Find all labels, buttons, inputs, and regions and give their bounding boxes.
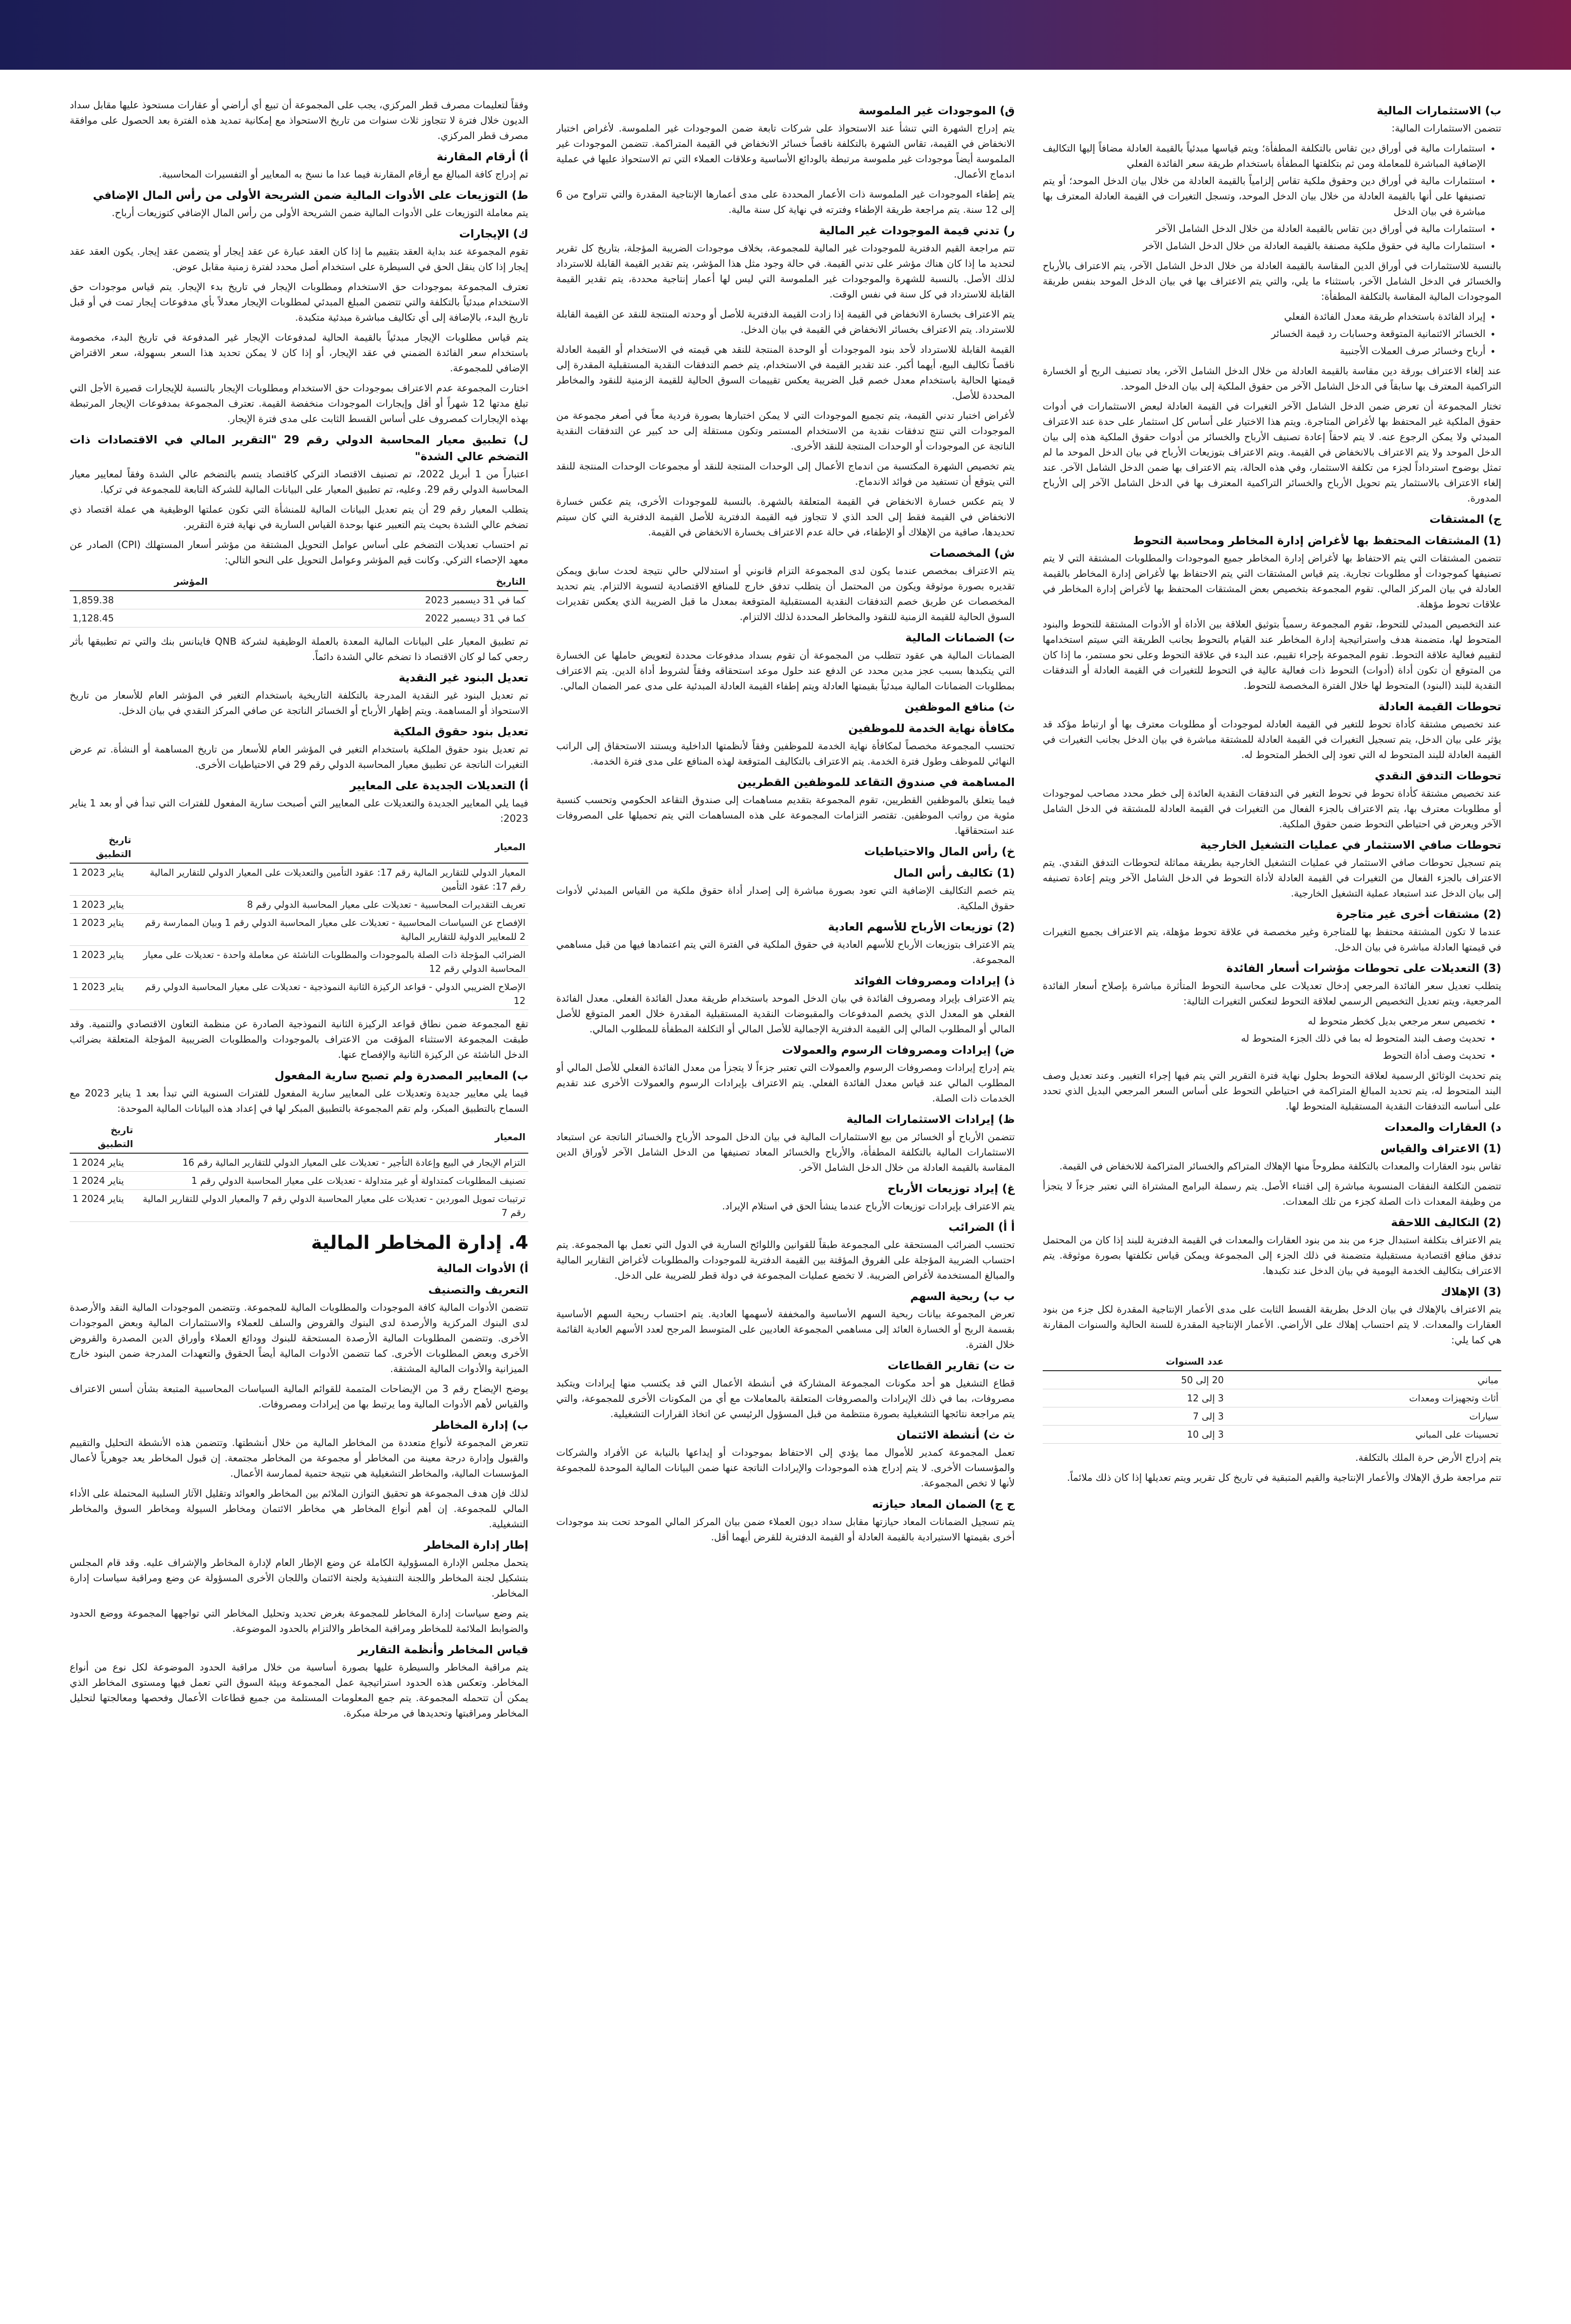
paragraph: القيمة القابلة للاسترداد لأحد بنود الموجودات أو الوحدة المنتجة للنقد هي قيمته في الاستخدام أو القيمة العادلة ناقصاً تكاليف البيع، أيهما أكبر. عند تقدير القيمة في الاستخدام، يتم خصم التدفقات النقدية المستقبلية المقدرة إلى قيمتها الحالية باستخدام معدل خصم قبل الضريبة يعكس تقييمات السوق الحالية للقيمة الزمنية للنقود والمخاطر المحددة للأصل.	[556, 344, 1015, 401]
table-cell: 1 يناير 2023	[70, 863, 134, 896]
section-heading: ب) إدارة المخاطر	[433, 1419, 528, 1432]
list-item: • استثمارات مالية في حقوق ملكية مصنفة بالقيمة العادلة من خلال الدخل الشامل الآخر	[1043, 238, 1486, 254]
table-cell: أثاث وتجهيزات ومعدات	[1227, 1389, 1501, 1407]
table-header: تاريخ التطبيق	[70, 1121, 136, 1153]
paragraph: تقوم المجموعة عند بداية العقد بتقييم ما إذا كان العقد عبارة عن عقد إيجار أو يتضمن عقد إيجار. يكون العقد عقد إيجار إذا كان ينقل الحق في السيطرة على استخدام أصل محدد لفترة زمنية مقابل عوض.	[70, 246, 528, 272]
paragraph: يتم تحديث الوثائق الرسمية لعلاقة التحوط بحلول نهاية فترة التقرير التي يتم فيها إجراء التغيير. وعند تعديل وصف البند المتحوط له، يتم تحديد المبالغ المتراكمة في احتياطي التحوط على أساس السعر المرجعي البديل الذي تحدد على أساسه التدفقات النقدية المستقبلية المتحوط لها.	[1043, 1070, 1501, 1112]
section-heading: ب) الاستثمارات المالية	[1376, 104, 1501, 117]
list-item: • تحديث وصف أداة التحوط	[1043, 1048, 1486, 1063]
table-row	[70, 978, 528, 1010]
table-row	[70, 946, 528, 978]
table-cell: 1 يناير 2023	[70, 978, 134, 1010]
sub-heading: (1) المشتقات المحتفظ بها لأغراض إدارة المخاطر ومحاسبة التحوط	[1133, 534, 1501, 547]
paragraph: يتم إدراج إيرادات ومصروفات الرسوم والعمولات التي تعتبر جزءاً لا يتجزأ من معدل الفائدة الفعلي للأصل المالي أو المطلوب المالي عند قياس معدل الفائدة الفعلي. يتم الاعتراف بإيرادات الرسوم والعمولات الأخرى عند تقديم الخدمات ذات الصلة.	[556, 1062, 1015, 1104]
table-row	[70, 1172, 528, 1190]
paragraph: بالنسبة للاستثمارات في أوراق الدين المقاسة بالقيمة العادلة من خلال الدخل الشامل الآخر، يتم الاعتراف بالأرباح والخسائر في الدخل الشامل الآخر، باستثناء ما يلي، والتي يتم الاعتراف بها في بيان الدخل الموحد بنفس طريقة الموجودات المالية المقاسة بالتكلفة المطفأة:	[1043, 260, 1501, 302]
table-cell: المعيار الدولي للتقارير المالية رقم 17: عقود التأمين والتعديلات على المعيار الدولي للتقارير المالية رقم 17: عقود التأمين	[134, 863, 528, 896]
section-heading: ت ت) تقارير القطاعات	[887, 1359, 1015, 1372]
column-right	[1043, 98, 1501, 2324]
paragraph: عند تخصيص مشتقة كأداة تحوط في تحوط التغير في التدفقات النقدية العائدة إلى خطر محدد مصاحب لموجودات أو مطلوبات معترف بها، يتم الاعتراف بالجزء الفعال من التغيرات في القيمة العادلة للمشتقة في الدخل الشامل الآخر ويعرض في احتياطي التحوط ضمن حقوق الملكية.	[1043, 788, 1501, 830]
section-heading: ك) الإيجارات	[459, 227, 528, 240]
table-cell: 3 إلى 10	[1043, 1426, 1227, 1444]
section-heading: ج) المشتقات	[1429, 513, 1501, 526]
table-cell: 3 إلى 12	[1043, 1389, 1227, 1407]
section-heading: ج ج) الضمان المعاد حيازته	[872, 1498, 1015, 1511]
paragraph: يتم معاملة التوزيعات على الأدوات المالية ضمن الشريحة الأولى من رأس المال الإضافي كتوزيعات أرباح.	[112, 207, 528, 218]
paragraph: تختار المجموعة أن تعرض ضمن الدخل الشامل الآخر التغيرات في القيمة العادلة لبعض الاستثمارات في أدوات حقوق الملكية غير المحتفظ بها لأغراض المتاجرة. ويتم هذا الاختيار على أساس كل استثمار على حدة عند الاعتراف المبدئي ولا يمكن الرجوع عنه. لا يتم لاحقاً إعادة تصنيف الأرباح والخسائر من أدوات حقوق الملكية هذه إلى بيان الدخل الموحد ولا يتم الاعتراف بالانخفاض في القيمة. ويتم الاعتراف بتوزيعات الأرباح في بيان الدخل الموحد ما لم تمثل بوضوح استرداداً لجزء من تكلفة الاستثمار، وفي هذه الحالة، يتم الاعتراف بها ضمن الدخل الشامل الآخر. عند إلغاء الاعتراف بالاستثمار يتم تحويل الأرباح والخسائر التراكمية المعترف بها في الدخل الشامل الآخر إلى الأرباح المدورة.	[1043, 401, 1501, 504]
table-row	[70, 1190, 528, 1222]
paragraph: تحتسب المجموعة مخصصاً لمكافأة نهاية الخدمة للموظفين وفقاً لأنظمتها الداخلية ويستند الاستحقاق إلى الراتب النهائي للموظف وطول فترة الخدمة. يتم الاعتراف بالتكاليف المتوقعة لهذه المنافع على مدى فترة الخدمة.	[556, 740, 1015, 767]
list-item: • تخصيص سعر مرجعي بديل كخطر متحوط له	[1043, 1014, 1486, 1029]
table-header: التاريخ	[210, 573, 528, 591]
paragraph: لا يتم عكس خسارة الانخفاض في القيمة المتعلقة بالشهرة. بالنسبة للموجودات الأخرى، يتم عكس خسارة الانخفاض في القيمة فقط إلى الحد الذي لا تتجاوز فيه القيمة الدفترية للأصل القيمة الدفترية التي كان سيتم تحديدها، صافية من الإهلاك أو الإطفاء، في حالة عدم الاعتراف بخسارة الانخفاض في القيمة.	[556, 496, 1015, 538]
paragraph: يتم الاعتراف بخسارة الانخفاض في القيمة إذا زادت القيمة الدفترية للأصل أو وحدته المنتجة للنقد عن القيمة القابلة للاسترداد. يتم الاعتراف بخسائر الانخفاض في القيمة في بيان الدخل.	[556, 309, 1015, 335]
list-item: • استثمارات مالية في أوراق دين وحقوق ملكية تقاس إلزامياً بالقيمة العادلة من خلال بيان الدخل الموحد؛ أو يتم تصنيفها على أنها بالقيمة العادلة من خلال بيان الدخل الموحد، وتسجل التغيرات في القيمة العادلة المعترف بها مباشرة في بيان الدخل	[1043, 173, 1486, 219]
bullet-list	[1043, 141, 1501, 254]
sub-heading: (2) التكاليف اللاحقة	[1391, 1216, 1501, 1229]
paragraph: يتم إدراج الأرض حرة الملك بالتكلفة.	[1355, 1452, 1501, 1463]
paragraph: تتم مراجعة طرق الإهلاك والأعمار الإنتاجية والقيم المتبقية في تاريخ كل تقرير ويتم تعديلها إذا كان ذلك ملائماً.	[1067, 1472, 1501, 1483]
section-heading: ش) المخصصات	[929, 547, 1015, 560]
section-heading: أ) الأدوات المالية	[436, 1262, 528, 1275]
section-heading: ذ) إيرادات ومصروفات الفوائد	[854, 974, 1015, 987]
table-cell: سيارات	[1227, 1407, 1501, 1426]
table-row	[1043, 1407, 1501, 1426]
paragraph: يتطلب المعيار رقم 29 أن يتم تعديل البيانات المالية للمنشأة التي تكون عملتها الوظيفية هي عملة اقتصاد ذي تضخم عالي الشدة بحيث يتم التعبير عنها بوحدة القياس السارية في نهاية فترة التقرير.	[70, 504, 528, 530]
table-row	[70, 914, 528, 946]
table-cell: 1,128.45	[70, 609, 210, 627]
table-cell: 1 يناير 2024	[70, 1172, 136, 1190]
paragraph: تتضمن الأدوات المالية كافة الموجودات والمطلوبات المالية للمجموعة. وتتضمن الموجودات المالية النقد والأرصدة لدى البنوك المركزية والأرصدة لدى البنوك والقروض والسلف للعملاء والاستثمارات المالية وبعض الموجودات الأخرى. وتتضمن المطلوبات المالية الأرصدة المستحقة للبنوك وودائع العملاء وأوراق الدين المصدرة والقروض الأخرى وبعض المطلوبات الأخرى. كما تتضمن الأدوات المالية أيضاً الحقوق والتعهدات المدرجة ضمن البنود خارج الميزانية والأدوات المالية المشتقة.	[70, 1302, 528, 1374]
paragraph: تم إدراج كافة المبالغ مع أرقام المقارنة فيما عدا ما نسخ به المعايير أو التفسيرات المحاسبية.	[158, 169, 528, 180]
table-cell: تصنيف المطلوبات كمتداولة أو غير متداولة - تعديلات على معيار المحاسبة الدولي رقم 1	[136, 1172, 529, 1190]
list-item: • الخسائر الائتمانية المتوقعة وحسابات رد قيمة الخسائر	[1043, 326, 1486, 342]
table-header: تاريخ التطبيق	[70, 831, 134, 863]
list-item: • إيراد الفائدة باستخدام طريقة معدل الفائدة الفعلي	[1043, 309, 1486, 324]
paragraph: تعترف المجموعة بموجودات حق الاستخدام ومطلوبات الإيجار في تاريخ بدء الإيجار. يتم قياس موجودات حق الاستخدام مبدئياً بالتكلفة والتي تتضمن المبلغ المبدئي لمطلوبات الإيجار معدلاً بأي مدفوعات إيجار تمت في أو قبل تاريخ البدء، بالإضافة إلى أي تكاليف مباشرة مبدئية متكبدة.	[70, 281, 528, 323]
section-heading: ث ث) أنشطة الائتمان	[896, 1428, 1015, 1441]
paragraph: يتم تسجيل الضمانات المعاد حيازتها مقابل سداد ديون العملاء ضمن بيان المركز المالي الموحد تحت بند موجودات أخرى بقيمتها الاستيرادية بالقيمة العادلة أو القيمة الدفترية للقرض أيهما أقل.	[556, 1516, 1015, 1543]
paragraph: تعرض المجموعة بيانات ربحية السهم الأساسية والمخففة لأسهمها العادية. يتم احتساب ربحية السهم الأساسية بقسمة الربح أو الخسارة العائد إلى مساهمي المجموعة العاديين على المتوسط المرجح لعدد الأسهم العادية القائمة خلال الفترة.	[556, 1308, 1015, 1350]
table-cell: 1 يناير 2024	[70, 1190, 136, 1222]
paragraph: عندما لا تكون المشتقة محتفظ بها للمتاجرة وغير مخصصة في علاقة تحوط مؤهلة، يتم الاعتراف بجميع التغيرات في قيمتها العادلة مباشرة في بيان الدخل.	[1043, 926, 1501, 953]
paragraph: وفقاً لتعليمات مصرف قطر المركزي، يجب على المجموعة أن تبيع أي أراضي أو عقارات مستحوذ عليها مقابل سداد الديون خلال فترة لا تتجاوز ثلاث سنوات من تاريخ الاستحواذ مع إمكانية تمديد هذه الفترة بعد الحصول على موافقة مصرف قطر المركزي.	[70, 99, 528, 141]
paragraph: تتضمن التكلفة النفقات المنسوبة مباشرة إلى اقتناء الأصل. يتم رسملة البرامج المشتراة التي تعتبر جزءاً لا يتجزأ من وظيفة المعدات ذات الصلة كجزء من تلك المعدات.	[1043, 1181, 1501, 1207]
table-row	[70, 609, 528, 627]
cpi-table	[70, 573, 528, 627]
paragraph: يتم الاعتراف بتكلفة استبدال جزء من بند من بنود العقارات والمعدات في القيمة الدفترية للبند إذا كان من المحتمل تدفق منافع اقتصادية مستقبلية متضمنة في ذلك الجزء إلى المجموعة ويمكن قياس تكلفتها بصورة موثوقة. يتم الاعتراف بتكاليف الخدمة اليومية في بيان الدخل عند تكبدها.	[1043, 1235, 1501, 1276]
section-heading: ط) التوزيعات على الأدوات المالية ضمن الشريحة الأولى من رأس المال الإضافي	[93, 189, 528, 202]
paragraph: الضمانات المالية هي عقود تتطلب من المجموعة أن تقوم بسداد مدفوعات محددة لتعويض حاملها عن الخسارة التي يتكبدها بسبب عجز مدين محدد عن الدفع عند حلول موعد استحقاقه وفقاً لشروط أداة الدين. يتم الاعتراف بمطلوبات الضمانات المالية مبدئياً بقيمتها العادلة ويتم إطفاء القيمة العادلة المبدئية على مدى عمر الضمان المالي.	[556, 650, 1015, 692]
sub-heading: تحوطات صافي الاستثمار في عمليات التشغيل الخارجية	[1200, 838, 1501, 852]
paragraph: اعتباراً من 1 أبريل 2022، تم تصنيف الاقتصاد التركي كاقتصاد يتسم بالتضخم عالي الشدة وفقاً لمعايير معيار المحاسبة الدولي رقم 29. وعليه، تم تطبيق المعيار على البيانات المالية للشركة التابعة للمجموعة في تركيا.	[70, 469, 528, 495]
table-cell: ترتيبات تمويل الموردين - تعديلات على معيار المحاسبة الدولي رقم 7 والمعيار الدولي للتقارير المالية رقم 7	[136, 1190, 529, 1222]
sub-heading: (2) توزيعات الأرباح للأسهم العادية	[828, 920, 1015, 933]
table-cell: التزام الإيجار في البيع وإعادة التأجير - تعديلات على المعيار الدولي للتقارير المالية رقم 16	[136, 1153, 529, 1172]
paragraph: تم تطبيق المعيار على البيانات المالية المعدة بالعملة الوظيفية لشركة QNB فاينانس بنك والتي تم تطبيقها بأثر رجعي كما لو كان الاقتصاد ذا تضخم عالي الشدة دائماً.	[70, 636, 528, 662]
paragraph: قطاع التشغيل هو أحد مكونات المجموعة المشاركة في أنشطة الأعمال التي قد يكتسب منها إيرادات ويتكبد مصروفات، بما في ذلك الإيرادات والمصروفات المتعلقة بالمعاملات مع أي من المكونات الأخرى للمجموعة، والتي يتم مراجعة نتائجها التشغيلية بصورة منتظمة من قبل المسؤول الرئيسي عن اتخاذ القرارات التشغيلية.	[556, 1378, 1015, 1419]
sub-heading: مكافأة نهاية الخدمة للموظفين	[848, 722, 1015, 735]
sub-heading: تحوطات القيمة العادلة	[1378, 700, 1501, 713]
bullet-list	[1043, 1014, 1501, 1063]
paragraph: تتضمن الاستثمارات المالية:	[1391, 123, 1501, 134]
paragraph: تم تعديل البنود غير النقدية المدرجة بالتكلفة التاريخية باستخدام التغير في المؤشر العام للأسعار من تاريخ الاستحواذ أو المساهمة. ويتم إظهار الأرباح أو الخسائر الناتجة عن صافي المركز النقدي في بيان الدخل.	[70, 690, 528, 716]
paragraph: يوضح الإيضاح رقم 3 من الإيضاحات المتممة للقوائم المالية السياسات المحاسبية المتبعة بشأن أسس الاعتراف والقياس لأهم الأدوات المالية وما يرتبط بها من إيرادات ومصروفات.	[70, 1383, 528, 1410]
paragraph: تم تعديل بنود حقوق الملكية باستخدام التغير في المؤشر العام للأسعار من تاريخ المساهمة أو النشأة. تم عرض التغيرات الناتجة عن تطبيق معيار المحاسبة الدولي رقم 29 في الاحتياطيات الأخرى.	[70, 744, 528, 770]
list-item: • استثمارات مالية في أوراق دين تقاس بالقيمة العادلة من خلال الدخل الشامل الآخر	[1043, 221, 1486, 237]
paragraph: فيما يلي المعايير الجديدة والتعديلات على المعايير التي أصبحت سارية المفعول للفترات التي تبدأ في أو بعد 1 يناير 2023:	[70, 798, 528, 824]
paragraph: يتم إطفاء الموجودات غير الملموسة ذات الأعمار المحددة على مدى أعمارها الإنتاجية المقدرة والتي تتراوح من 6 إلى 12 سنة. يتم مراجعة طريقة الإطفاء وفترته في نهاية كل سنة مالية.	[556, 189, 1015, 215]
sub-heading: (1) الاعتراف والقياس	[1380, 1142, 1501, 1155]
sub-heading: تعديل البنود غير النقدية	[399, 671, 528, 684]
list-item: • تحديث وصف البند المتحوط له بما في ذلك الجزء المتحوط له	[1043, 1031, 1486, 1046]
paragraph: تتعرض المجموعة لأنواع متعددة من المخاطر المالية من خلال أنشطتها. وتتضمن هذه الأنشطة التحليل والتقييم والقبول وإدارة درجة معينة من المخاطر أو مجموعة من المخاطر مجتمعة. إن قبول المخاطر يعد جوهرياً لأعمال المؤسسات المالية، والمخاطر التشغيلية هي نتيجة حتمية لممارسة الأعمال.	[70, 1437, 528, 1479]
section-heading: ث) منافع الموظفين	[904, 700, 1015, 713]
column-middle	[556, 98, 1015, 2324]
paragraph: لأغراض اختبار تدني القيمة، يتم تجميع الموجودات التي لا يمكن اختبارها بصورة فردية معاً في أصغر مجموعة من الموجودات التي تنتج تدفقات نقدية من الاستخدام المستمر وتكون مستقلة إلى حد كبير عن التدفقات النقدية الناتجة عن الموجودات أو الوحدات المنتجة للنقد الأخرى.	[556, 410, 1015, 452]
table-cell: الإفصاح عن السياسات المحاسبية - تعديلات على معيار المحاسبة الدولي رقم 1 وبيان الممارسة رقم 2 للمعايير الدولية للتقارير المالية	[134, 914, 528, 946]
table-cell: 3 إلى 7	[1043, 1407, 1227, 1426]
paragraph: يتم تخصيص الشهرة المكتسبة من اندماج الأعمال إلى الوحدات المنتجة للنقد أو مجموعات الوحدات المنتجة للنقد التي يتوقع أن تستفيد من فوائد الاندماج.	[556, 461, 1015, 487]
paragraph: لذلك فإن هدف المجموعة هو تحقيق التوازن الملائم بين المخاطر والعوائد وتقليل الآثار السلبية المحتملة على الأداء المالي للمجموعة. إن أهم أنواع المخاطر هي مخاطر الائتمان ومخاطر السيولة ومخاطر السوق والمخاطر التشغيلية.	[70, 1488, 528, 1530]
table-row	[70, 863, 528, 896]
paragraph: يتم تسجيل تحوطات صافي الاستثمار في عمليات التشغيل الخارجية بطريقة مماثلة لتحوطات التدفق النقدي. يتم الاعتراف بالجزء الفعال من التغيرات في القيمة العادلة لأداة التحوط في الدخل الشامل الآخر ويتم إعادة تصنيفه إلى بيان الدخل عند استبعاد عملية التشغيل الخارجية.	[1043, 857, 1501, 899]
sub-heading: التعريف والتصنيف	[428, 1283, 528, 1296]
paragraph: اختارت المجموعة عدم الاعتراف بموجودات حق الاستخدام ومطلوبات الإيجار بالنسبة للإيجارات قصيرة الأجل التي تبلغ مدتها 12 شهراً أو أقل وإيجارات الموجودات منخفضة القيمة. تعترف المجموعة بمدفوعات الإيجار المرتبطة بهذه الإيجارات كمصروف على أساس القسط الثابت على مدى فترة الإيجار.	[70, 383, 528, 424]
table-header	[1227, 1353, 1501, 1371]
sub-heading: المساهمة في صندوق التقاعد للموظفين القطريين	[737, 776, 1015, 789]
sub-heading: (3) التعديلات على تحوطات مؤشرات أسعار الفائدة	[1226, 962, 1501, 975]
paragraph: يتم خصم التكاليف الإضافية التي تعود بصورة مباشرة إلى إصدار أداة حقوق ملكية من القياس المبدئي لأدوات حقوق الملكية.	[556, 885, 1015, 911]
paragraph: يتطلب تعديل سعر الفائدة المرجعي إدخال تعديلات على محاسبة التحوط المتأثرة مباشرة بإصلاح أسعار الفائدة المرجعية، ويتم تعديل التخصيص الرسمي لعلاقة التحوط لتعكس التغيرات التالية:	[1043, 980, 1501, 1007]
table-header: المعيار	[134, 831, 528, 863]
section-heading: ل) تطبيق معيار المحاسبة الدولي رقم 29 "التقرير المالي في الاقتصادات ذات التضخم عالي الشدة"	[70, 433, 528, 463]
section-heading: أ) التعديلات الجديدة على المعايير	[350, 779, 528, 792]
paragraph: يتم قياس مطلوبات الإيجار مبدئياً بالقيمة الحالية لمدفوعات الإيجار غير المدفوعة في تاريخ البدء، مخصومة باستخدام سعر الفائدة الضمني في عقد الإيجار، أو إذا كان لا يمكن تحديد هذا السعر بسهولة، سعر الاقتراض الإضافي للمجموعة.	[70, 332, 528, 374]
table-cell: 1 يناير 2024	[70, 1153, 136, 1172]
sub-heading: (1) تكاليف رأس المال	[893, 866, 1015, 879]
header-gradient-bar	[0, 0, 1571, 70]
paragraph: يتم الاعتراف بالإهلاك في بيان الدخل بطريقة القسط الثابت على مدى الأعمار الإنتاجية المقدرة لكل جزء من بنود العقارات والمعدات. لا يتم احتساب إهلاك على الأراضي. الأعمار الإنتاجية المقدرة للسنة الحالية والسنوات المقارنة هي كما يلي:	[1043, 1304, 1501, 1346]
table-cell: 1 يناير 2023	[70, 896, 134, 914]
paragraph: يتم مراقبة المخاطر والسيطرة عليها بصورة أساسية من خلال مراقبة الحدود الموضوعة لكل نوع من أنواع المخاطر. وتعكس هذه الحدود استراتيجية عمل المجموعة وبيئة السوق التي تعمل فيها ومستوى المخاطر الذي يمكن أن تتحمله المجموعة. يتم جمع المعلومات المستلمة من جميع قطاعات الأعمال وفحصها ومعالجتها لتحليل المخاطر ومراقبتها وتحديدها في مرحلة مبكرة.	[70, 1662, 528, 1719]
sub-heading: قياس المخاطر وأنظمة التقارير	[357, 1643, 528, 1656]
table-row	[70, 896, 528, 914]
table-header: عدد السنوات	[1043, 1353, 1227, 1371]
paragraph: عند إلغاء الاعتراف بورقة دين مقاسة بالقيمة العادلة من خلال الدخل الشامل الآخر، يعاد تصنيف الربح أو الخسارة التراكمية المعترف بها سابقاً في الدخل الشامل الآخر من حقوق الملكية إلى بيان الدخل الموحد.	[1043, 365, 1501, 392]
table-row	[1043, 1389, 1501, 1407]
section-heading: ت) الضمانات المالية	[905, 631, 1015, 644]
paragraph: تحتسب الضرائب المستحقة على المجموعة طبقاً للقوانين واللوائح السارية في الدول التي تعمل بها المجموعة. يتم احتساب الضريبة المؤجلة على الفروق المؤقتة بين القيمة الدفترية للموجودات والمطلوبات لأغراض التقارير المالية والمبالغ المستخدمة لأغراض الضريبة. لا تخضع عمليات المجموعة في دولة قطر للضريبة على الدخل.	[556, 1239, 1015, 1281]
paragraph: يتم الاعتراف بتوزيعات الأرباح للأسهم العادية في حقوق الملكية في الفترة التي يتم اعتمادها فيها من قبل مساهمي المجموعة.	[556, 939, 1015, 965]
section-heading: ب) المعايير المصدرة ولم تصبح سارية المفعول	[274, 1069, 528, 1082]
section-heading: أ أ) الضرائب	[948, 1221, 1015, 1234]
column-left	[70, 98, 528, 2324]
table-row	[70, 1153, 528, 1172]
paragraph: تقاس بنود العقارات والمعدات بالتكلفة مطروحاً منها الإهلاك المتراكم والخسائر المتراكمة للانخفاض في القيمة.	[1059, 1161, 1501, 1172]
paragraph: يتم الاعتراف بمخصص عندما يكون لدى المجموعة التزام قانوني أو استدلالي حالي نتيجة لحدث سابق ويمكن تقديره بصورة موثوقة ويكون من المحتمل أن يتطلب تدفق خارج للمنافع الاقتصادية لتسوية الالتزام. يتم تحديد المخصصات عن طريق خصم التدفقات النقدية المستقبلية المتوقعة بمعدل ما قبل الضريبة الذي يعكس تقديرات السوق الحالية للقيمة الزمنية للنقود والمخاطر المحددة لذلك الالتزام.	[556, 565, 1015, 622]
table-header: المعيار	[136, 1121, 529, 1153]
paragraph: تقع المجموعة ضمن نطاق قواعد الركيزة الثانية النموذجية الصادرة عن منظمة التعاون الاقتصادي والتنمية. وقد طبقت المجموعة الاستثناء المؤقت من الاعتراف بالموجودات والمطلوبات الضريبية المؤجلة المتعلقة بضرائب الدخل الناشئة عن الركيزة الثانية والإفصاح عنها.	[70, 1018, 528, 1060]
bullet-list	[1043, 309, 1501, 359]
sub-heading: إطار إدارة المخاطر	[424, 1538, 528, 1552]
sub-heading: (3) الإهلاك	[1441, 1285, 1501, 1298]
paragraph: يتحمل مجلس الإدارة المسؤولية الكاملة عن وضع الإطار العام لإدارة المخاطر والإشراف عليه. وقد قام المجلس بتشكيل لجنة المخاطر واللجنة التنفيذية ولجنة الائتمان واللجان الأخرى المسؤولة عن وضع ومراقبة سياسات إدارة المخاطر.	[70, 1557, 528, 1599]
paragraph: فيما يتعلق بالموظفين القطريين، تقوم المجموعة بتقديم مساهمات إلى صندوق التقاعد الحكومي وتحسب كنسبة مئوية من رواتب الموظفين. تقتصر التزامات المجموعة على هذه المساهمات التي يتم تحميلها على المصروفات عند استحقاقها.	[556, 794, 1015, 836]
three-column-body	[70, 98, 1501, 2324]
section-heading: غ) إيراد توزيعات الأرباح	[887, 1182, 1015, 1195]
table-cell: تحسينات على المباني	[1227, 1426, 1501, 1444]
table-header: المؤشر	[70, 573, 210, 591]
section-heading: د) العقارات والمعدات	[1384, 1121, 1501, 1134]
document-sheet	[70, 98, 1501, 2324]
major-heading: 4. إدارة المخاطر المالية	[311, 1232, 528, 1254]
table-cell: كما في 31 ديسمبر 2023	[210, 591, 528, 609]
paragraph: تم احتساب تعديلات التضخم على أساس عوامل التحويل المشتقة من مؤشر أسعار المستهلك (CPI) الصادر عن معهد الإحصاء التركي. وكانت قيم المؤشر وعوامل التحويل على النحو التالي:	[70, 539, 528, 566]
paragraph: تتضمن الأرباح أو الخسائر من بيع الاستثمارات المالية في بيان الدخل الموحد الأرباح والخسائر الناتجة عن استبعاد الاستثمارات المالية بالتكلفة المطفأة، والأرباح والخسائر المعاد تصنيفها من الدخل الشامل الآخر لأوراق الدين المقاسة بالقيمة العادلة من خلال الدخل الشامل الآخر.	[556, 1131, 1015, 1173]
section-heading: ض) إيرادات ومصروفات الرسوم والعمولات	[782, 1043, 1015, 1056]
paragraph: يتم وضع سياسات إدارة المخاطر للمجموعة بغرض تحديد وتحليل المخاطر التي تواجهها المجموعة ووضع الحدود والضوابط الملائمة للمخاطر ومراقبة المخاطر والالتزام بالحدود الموضوعة.	[70, 1608, 528, 1634]
new-standards-table	[70, 831, 528, 1010]
paragraph: عند التخصيص المبدئي للتحوط، تقوم المجموعة رسمياً بتوثيق العلاقة بين الأداة أو الأدوات المشتقة للتحوط والبنود المتحوط لها، متضمنة هدف واستراتيجية إدارة المخاطر عند القيام بالتحوط بجانب الطريقة التي سيتم استخدامها لتقييم فعالية علاقة التحوط. تقوم المجموعة بإجراء تقييم، عند البدء في علاقة التحوط وعلى نحو مستمر، ما إذا كان من المتوقع أن تكون أداة (أدوات) التحوط ذات فعالية عالية في التحوط للتغيرات في القيمة العادلة أو التدفقات النقدية للبند (البنود) المتحوط لها خلال الفترة المخصصة للتحوط.	[1043, 619, 1501, 691]
section-heading: ب ب) ربحية السهم	[910, 1290, 1015, 1303]
sub-heading: تعديل بنود حقوق الملكية	[393, 725, 528, 738]
section-heading: أ) أرقام المقارنة	[436, 150, 528, 163]
table-row	[1043, 1426, 1501, 1444]
paragraph: يتم إدراج الشهرة التي تنشأ عند الاستحواذ على شركات تابعة ضمن الموجودات غير الملموسة. لأغراض اختبار الانخفاض في القيمة، تقاس الشهرة بالتكلفة ناقصاً خسائر الانخفاض في القيمة المتراكمة. تتضمن الموجودات غير الملموسة أيضاً موجودات غير ملموسة مرتبطة بالودائع الأساسية وعلاقات العملاء التي تم الاستحواذ عليها في عملية اندماج الأعمال.	[556, 123, 1015, 180]
table-cell: 1,859.38	[70, 591, 210, 609]
table-cell: مباني	[1227, 1371, 1501, 1389]
paragraph: تتم مراجعة القيم الدفترية للموجودات غير المالية للمجموعة، بخلاف موجودات الضريبة المؤجلة، بتاريخ كل تقرير لتحديد ما إذا كان هناك مؤشر على تدني القيمة. في حالة وجود مثل هذا المؤشر، يتم تقدير القيمة القابلة للاسترداد لذلك الأصل. بالنسبة للشهرة والموجودات غير الملموسة التي ليس لها أعمار إنتاجية محددة، يتم تقدير القيمة القابلة للاسترداد في كل سنة في نفس الوقت.	[556, 243, 1015, 300]
table-cell: 1 يناير 2023	[70, 914, 134, 946]
section-heading: ظ) إيرادات الاستثمارات المالية	[846, 1113, 1015, 1126]
paragraph: فيما يلي معايير جديدة وتعديلات على المعايير سارية المفعول للفترات السنوية التي تبدأ بعد 1 يناير 2023 مع السماح بالتطبيق المبكر، ولم تقم المجموعة بالتطبيق المبكر لها في إعداد هذه البيانات المالية الموحدة:	[70, 1088, 528, 1114]
table-cell: 20 إلى 50	[1043, 1371, 1227, 1389]
section-heading: ق) الموجودات غير الملموسة	[858, 104, 1015, 117]
paragraph: تتضمن المشتقات التي يتم الاحتفاظ بها لأغراض إدارة المخاطر جميع الموجودات والمطلوبات المشتقة التي لا يتم تصنيفها كموجودات أو مطلوبات تجارية. يتم قياس المشتقات التي يتم الاحتفاظ بها لأغراض إدارة المخاطر بالقيمة العادلة في بيان المركز المالي. تقوم المجموعة بتخصيص بعض المشتقات المحتفظ بها لأغراض إدارة المخاطر في علاقات تحوط مؤهلة.	[1043, 553, 1501, 610]
pending-standards-table	[70, 1121, 528, 1222]
section-heading: ر) تدني قيمة الموجودات غير المالية	[819, 224, 1015, 237]
table-cell: الضرائب المؤجلة ذات الصلة بالموجودات والمطلوبات الناشئة عن معاملة واحدة - تعديلات على معيار المحاسبة الدولي رقم 12	[134, 946, 528, 978]
sub-heading: تحوطات التدفق النقدي	[1374, 769, 1501, 782]
sub-heading: (2) مشتقات أخرى غير متاجرة	[1336, 908, 1501, 921]
paragraph: عند تخصيص مشتقة كأداة تحوط للتغير في القيمة العادلة لموجودات أو مطلوبات معترف بها أو ارتباط مؤكد قد يؤثر على بيان الدخل، يتم تسجيل التغيرات في القيمة العادلة للمشتقة مباشرة في بيان الدخل بجانب التغيرات في القيمة العادلة للبند المتحوط له التي تعود إلى الخطر المتحوط له.	[1043, 719, 1501, 760]
table-cell: تعريف التقديرات المحاسبية - تعديلات على معيار المحاسبة الدولي رقم 8	[134, 896, 528, 914]
section-heading: خ) رأس المال والاحتياطيات	[864, 845, 1015, 858]
paragraph: يتم الاعتراف بإيرادات توزيعات الأرباح عندما ينشأ الحق في استلام الإيراد.	[722, 1201, 1015, 1212]
table-row	[70, 591, 528, 609]
table-row	[1043, 1371, 1501, 1389]
paragraph: تعمل المجموعة كمدير للأموال مما يؤدي إلى الاحتفاظ بموجودات أو إيداعها بالنيابة عن الأفراد والشركات والمؤسسات الأخرى. لا يتم إدراج هذه الموجودات والإيرادات الناتجة عنها ضمن البيانات المالية الموحدة للمجموعة لأنها لا تخص المجموعة.	[556, 1447, 1015, 1489]
table-cell: الإصلاح الضريبي الدولي - قواعد الركيزة الثانية النموذجية - تعديلات على معيار المحاسبة الدولي رقم 12	[134, 978, 528, 1010]
table-cell: كما في 31 ديسمبر 2022	[210, 609, 528, 627]
paragraph: يتم الاعتراف بإيراد ومصروف الفائدة في بيان الدخل الموحد باستخدام طريقة معدل الفائدة الفعلي. معدل الفائدة الفعلي هو المعدل الذي يخصم المدفوعات والمقبوضات النقدية المستقبلية المقدرة خلال العمر المتوقع للأصل المالي أو المطلوب المالي إلى القيمة الدفترية الإجمالية للأصل المالي أو التكلفة المطفأة للمطلوب المالي.	[556, 993, 1015, 1035]
list-item: • استثمارات مالية في أوراق دين تقاس بالتكلفة المطفأة؛ ويتم قياسها مبدئياً بالقيمة العادلة مضافاً إليها التكاليف الإضافية المباشرة للمعاملة ومن ثم بتكلفتها المطفأة باستخدام طريقة سعر الفائدة الفعلي	[1043, 141, 1486, 172]
useful-lives-table	[1043, 1353, 1501, 1444]
list-item: • أرباح وخسائر صرف العملات الأجنبية	[1043, 343, 1486, 359]
table-cell: 1 يناير 2023	[70, 946, 134, 978]
